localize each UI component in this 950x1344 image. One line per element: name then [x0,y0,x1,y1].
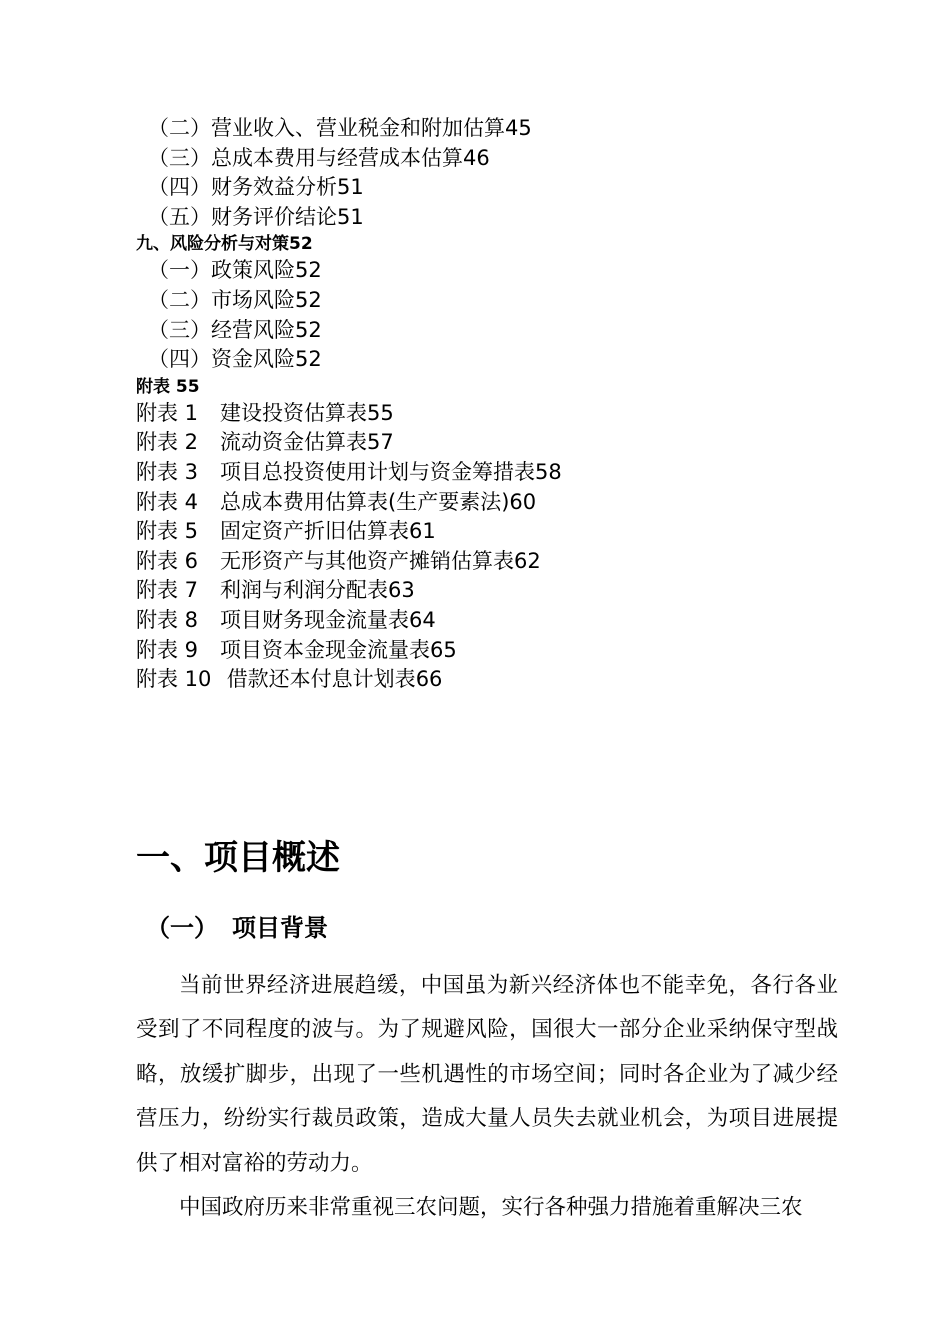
appendix-number: 附表 7 [136,578,199,603]
paragraph: 当前世界经济进展趋缓，中国虽为新兴经济体也不能幸免，各行各业受到了不同程度的波与。为了规避风险，国很大一部分企业采纳保守型战略，放缓扩脚步，出现了一些机遇性的市场空间；同时各企业为了减少经营压力，纷纷实行裁员政策，造成大量人员失去就业机会，为项目进展提供了相对富裕的劳动力。 [136,973,838,1176]
appendix-page: 60 [509,489,537,514]
toc-entry-page: 52 [295,347,322,372]
toc-appendix-entry[interactable] [136,665,836,695]
toc-entry-label: （二）营业收入、营业税金和附加估算 [148,116,505,140]
appendix-number: 附表 6 [136,548,199,573]
appendix-label: 固定资产折旧估算表 [220,519,409,544]
toc-entry-label: （一）政策风险 [148,258,295,283]
table-of-contents [136,114,836,695]
toc-entry-page: 45 [505,116,532,140]
appendix-label: 总成本费用估算表(生产要素法) [220,489,510,514]
appendix-page: 66 [415,667,443,692]
paragraph: 中国政府历来非常重视三农问题，实行各种强力措施着重解决三农 [179,1195,803,1221]
appendix-page: 55 [367,400,394,425]
toc-entry[interactable] [136,144,836,174]
section-title: 项目背景 [232,914,328,942]
toc-appendix-entry[interactable] [136,428,836,458]
toc-appendix-entry[interactable] [136,517,836,547]
toc-heading-label: 九、风险分析与对策 [136,234,289,255]
appendix-number: 附表 3 [136,459,199,484]
toc-section-heading[interactable] [136,232,836,256]
appendix-label: 项目资本金现金流量表 [220,637,430,662]
appendix-page: 63 [388,578,415,603]
body-text [136,964,838,1230]
toc-entry-page: 52 [295,287,322,312]
toc-entry-page: 52 [295,258,322,283]
appendix-label: 利润与利润分配表 [220,578,388,603]
appendix-number: 附表 5 [136,519,199,544]
toc-heading-label: 附表 [136,376,170,397]
toc-entry-label: （四）资金风险 [148,347,295,372]
section-number: （一） [146,914,218,942]
toc-appendix-entry[interactable] [136,606,836,636]
appendix-page: 62 [514,548,541,573]
toc-entry-label: （三）总成本费用与经营成本估算 [148,145,463,170]
toc-appendix-entry[interactable] [136,488,836,518]
toc-entry-label: （四）财务效益分析 [148,175,337,200]
appendix-page: 57 [367,430,394,455]
appendix-number: 附表 1 [136,400,199,425]
appendix-label: 项目总投资使用计划与资金筹措表 [220,459,535,484]
appendix-page: 61 [409,519,436,544]
toc-entry-page: 46 [463,145,490,170]
appendix-page: 58 [535,459,562,484]
toc-entry[interactable] [136,173,836,203]
appendix-label: 借款还本付息计划表 [226,667,416,692]
appendix-label: 项目财务现金流量表 [220,607,409,632]
toc-heading-page: 55 [175,376,200,397]
toc-section-heading[interactable] [136,375,836,399]
toc-entry[interactable] [136,256,836,286]
appendix-number: 附表 9 [136,637,199,662]
appendix-label: 无形资产与其他资产摊销估算表 [220,548,514,573]
appendix-number: 附表 10 [136,667,212,692]
toc-appendix-entry[interactable] [136,399,836,429]
toc-appendix-entry[interactable] [136,458,836,488]
appendix-page: 64 [409,607,436,632]
toc-entry[interactable] [136,345,836,375]
toc-appendix-entry[interactable] [136,547,836,577]
appendix-page: 65 [430,637,457,662]
toc-entry-label: （二）市场风险 [148,287,295,312]
toc-entry-page: 52 [295,317,322,342]
toc-entry-page: 51 [337,204,364,229]
section-heading [146,908,328,948]
toc-entry[interactable] [136,286,836,316]
appendix-number: 附表 8 [136,607,199,632]
toc-entry[interactable] [136,316,836,346]
toc-appendix-entry[interactable] [136,636,836,666]
toc-entry-label: （三）经营风险 [148,317,295,342]
appendix-label: 建设投资估算表 [220,400,367,425]
toc-appendix-entry[interactable] [136,576,836,606]
appendix-number: 附表 2 [136,430,199,455]
toc-heading-page: 52 [289,234,313,255]
appendix-label: 流动资金估算表 [220,430,367,455]
appendix-number: 附表 4 [136,489,199,514]
toc-entry-page: 51 [337,175,364,200]
toc-entry-label: （五）财务评价结论 [148,204,337,229]
toc-entry[interactable] [136,203,836,233]
chapter-title: 一、项目概述 [136,838,340,878]
toc-entry[interactable] [136,114,836,144]
